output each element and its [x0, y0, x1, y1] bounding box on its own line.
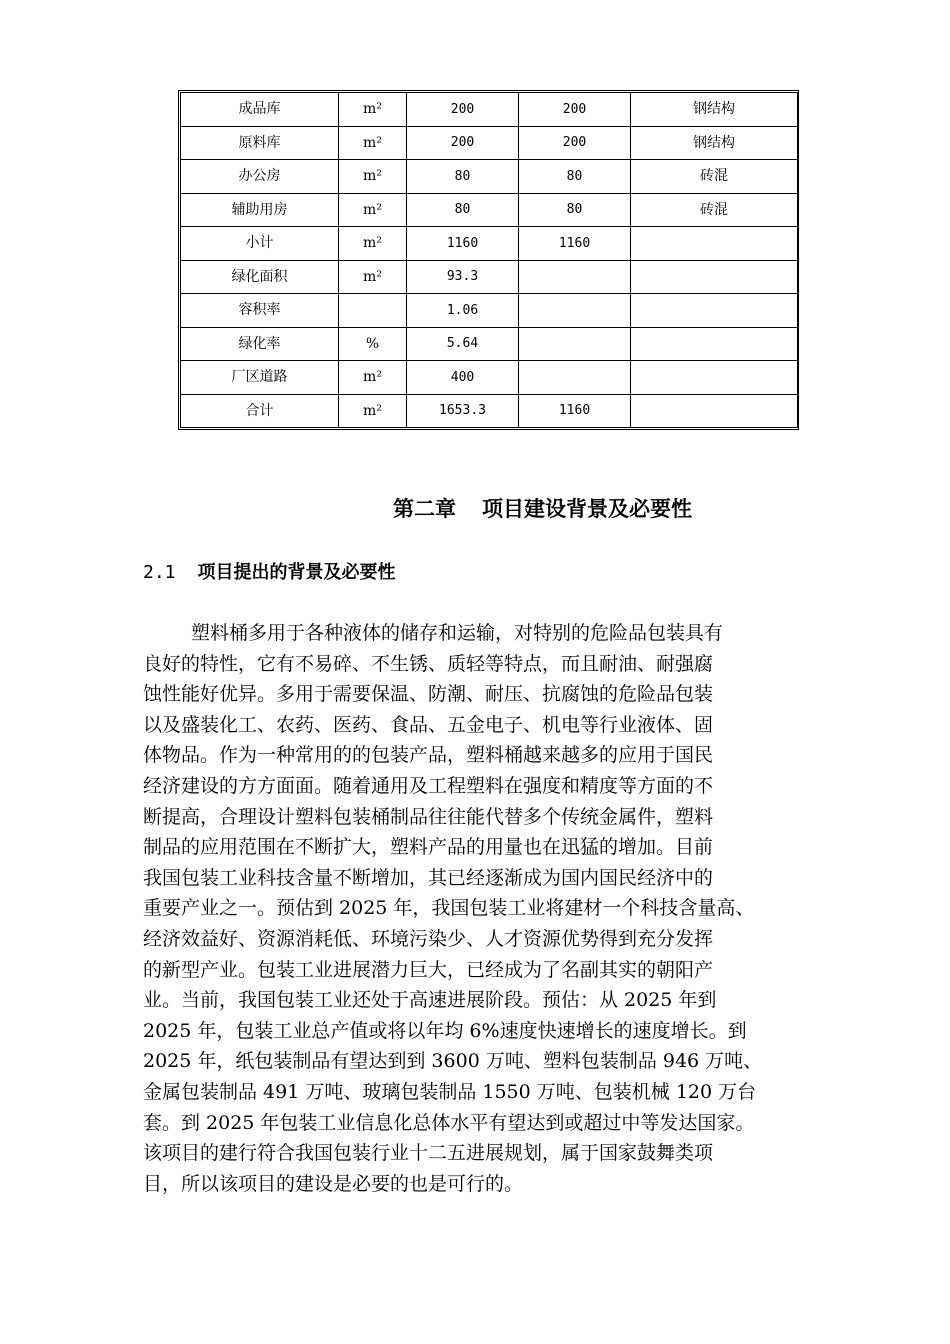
table-cell: 400 [407, 361, 519, 395]
table-cell: 93.3 [407, 260, 519, 294]
table-row [181, 227, 798, 261]
table-cell [519, 294, 631, 328]
paragraph-line: 经济建设的方方面面。随着通用及工程塑料在强度和精度等方面的不 [143, 774, 714, 797]
area-table-body [181, 93, 798, 428]
table-row [181, 361, 798, 395]
table-row [181, 126, 798, 160]
paragraph-line: 金属包装制品 491 万吨、玻璃包装制品 1550 万吨、包装机械 120 万台 [143, 1080, 757, 1103]
table-cell: 80 [519, 193, 631, 227]
paragraph-line: 体物品。作为一种常用的的包装产品，塑料桶越来越多的应用于国民 [143, 744, 714, 767]
table-cell [339, 294, 407, 328]
table-cell: 砖混 [631, 193, 798, 227]
area-table [180, 92, 798, 428]
table-row [181, 260, 798, 294]
section-heading [143, 558, 396, 584]
paragraph-line: 蚀性能好优异。多用于需要保温、防潮、耐压、抗腐蚀的危险品包装 [143, 683, 714, 706]
paragraph-line: 塑料桶多用于各种液体的储存和运输，对特别的危险品包装具有 [191, 622, 724, 644]
paragraph-line: 2025 年，包装工业总产值或将以年均 6%速度快速增长的速度增长。到 [143, 1019, 747, 1042]
table-cell [519, 260, 631, 294]
table-cell: 原料库 [181, 126, 339, 160]
table-cell: 200 [519, 126, 631, 160]
paragraph-line: 良好的特性，它有不易碎、不生锈、质轻等特点，而且耐油、耐强腐 [143, 652, 714, 675]
table-cell: m² [339, 260, 407, 294]
paragraph-line: 重要产业之一。预估到 2025 年，我国包装工业将建材一个科技含量高、 [143, 897, 755, 920]
table-cell: 1160 [519, 394, 631, 428]
table-cell: m² [339, 160, 407, 194]
table-row [181, 160, 798, 194]
table-cell: 1160 [407, 227, 519, 261]
paragraph-line: 目，所以该项目的建设是必要的也是可行的。 [143, 1172, 524, 1195]
table-cell: 砖混 [631, 160, 798, 194]
table-row [181, 327, 798, 361]
table-cell: 200 [407, 93, 519, 127]
table-cell: 绿化率 [181, 327, 339, 361]
table-cell: 80 [407, 160, 519, 194]
paragraph-line: 断提高，合理设计塑料包装桶制品往往能代替多个传统金属件，塑料 [143, 805, 714, 828]
paragraph-line: 该项目的建行符合我国包装行业十二五进展规划，属于国家鼓舞类项 [143, 1142, 714, 1165]
paragraph-line: 业。当前，我国包装工业还处于高速进展阶段。预估：从 2025 年到 [143, 989, 717, 1012]
table-row [181, 93, 798, 127]
table-cell: 小计 [181, 227, 339, 261]
paragraph-line: 2025 年，纸包装制品有望达到到 3600 万吨、塑料包装制品 946 万吨、 [143, 1050, 763, 1073]
table-cell: 200 [407, 126, 519, 160]
table-cell: m² [339, 361, 407, 395]
paragraph-line: 经济效益好、资源消耗低、环境污染少、人才资源优势得到充分发挥 [143, 927, 714, 950]
table-cell: 绿化面积 [181, 260, 339, 294]
body-paragraph [143, 618, 833, 1199]
table-cell: 办公房 [181, 160, 339, 194]
table-row [181, 294, 798, 328]
section-number: 2.1 [143, 562, 176, 583]
paragraph-line: 套。到 2025 年包装工业信息化总体水平有望达到或超过中等发达国家。 [143, 1111, 755, 1134]
table-cell: 厂区道路 [181, 361, 339, 395]
paragraph-line: 我国包装工业科技含量不断增加，其已经逐渐成为国内国民经济中的 [143, 866, 714, 889]
table-cell: 容积率 [181, 294, 339, 328]
table-cell [631, 227, 798, 261]
table-cell [631, 361, 798, 395]
table-cell: 合计 [181, 394, 339, 428]
table-cell: 辅助用房 [181, 193, 339, 227]
table-cell [631, 260, 798, 294]
area-table-frame [178, 90, 799, 430]
table-cell [631, 394, 798, 428]
table-cell: 1160 [519, 227, 631, 261]
section-title: 项目提出的背景及必要性 [197, 562, 396, 583]
table-cell: 80 [407, 193, 519, 227]
table-cell: m² [339, 93, 407, 127]
table-cell: 钢结构 [631, 93, 798, 127]
chapter-label: 第二章 [393, 497, 456, 521]
table-cell [631, 294, 798, 328]
table-cell [519, 361, 631, 395]
table-cell: 200 [519, 93, 631, 127]
table-cell: % [339, 327, 407, 361]
table-cell: 1653.3 [407, 394, 519, 428]
paragraph-line: 以及盛装化工、农药、医药、食品、五金电子、机电等行业液体、固 [143, 713, 714, 736]
table-cell [519, 327, 631, 361]
table-cell: m² [339, 227, 407, 261]
chapter-title: 项目建设背景及必要性 [482, 497, 692, 521]
table-cell: m² [339, 394, 407, 428]
chapter-heading [0, 493, 950, 523]
table-row [181, 394, 798, 428]
paragraph-line: 制品的应用范围在不断扩大，塑料产品的用量也在迅猛的增加。目前 [143, 836, 714, 859]
table-cell: 5.64 [407, 327, 519, 361]
table-cell: 1.06 [407, 294, 519, 328]
table-cell: 钢结构 [631, 126, 798, 160]
table-row [181, 193, 798, 227]
table-cell [631, 327, 798, 361]
table-cell: m² [339, 193, 407, 227]
table-cell: 80 [519, 160, 631, 194]
table-cell: 成品库 [181, 93, 339, 127]
paragraph-line: 的新型产业。包装工业进展潜力巨大，已经成为了名副其实的朝阳产 [143, 958, 714, 981]
table-cell: m² [339, 126, 407, 160]
